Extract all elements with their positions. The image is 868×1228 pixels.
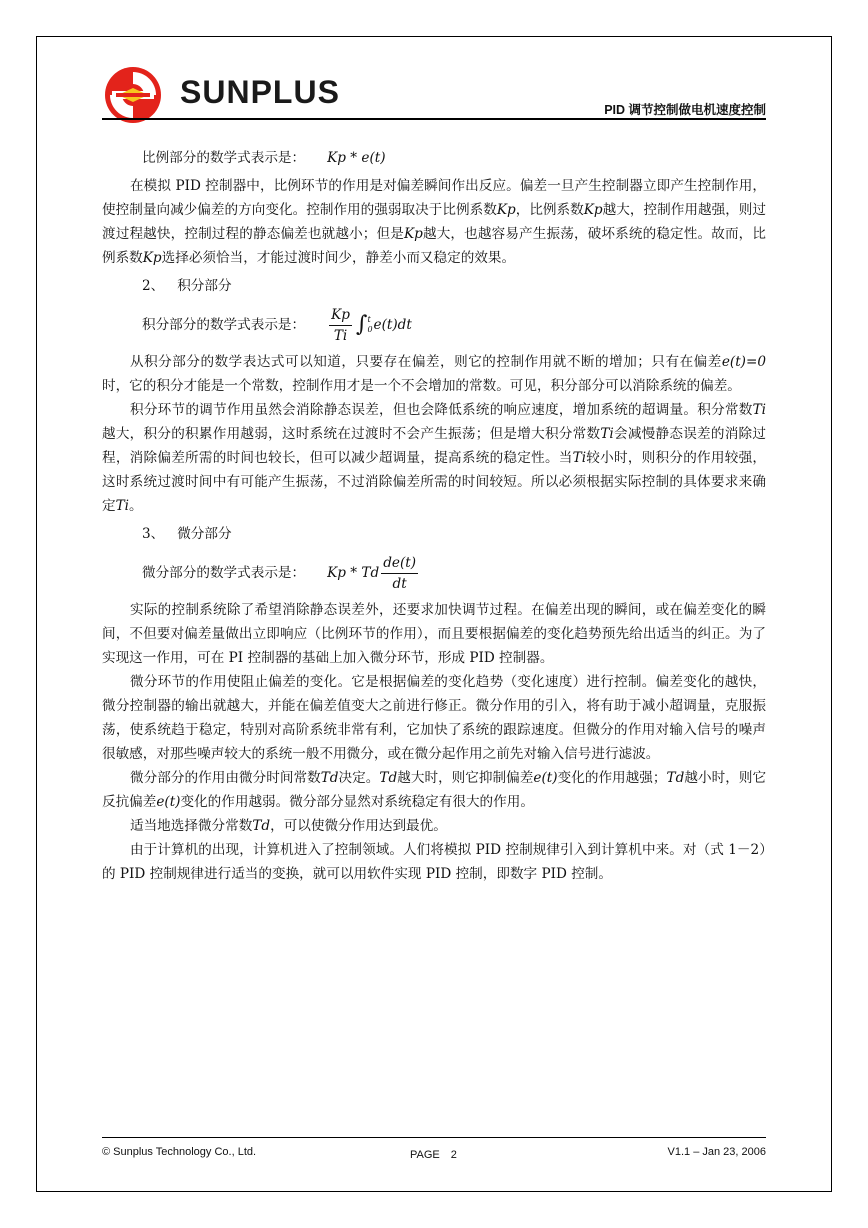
formula-label: 积分部分的数学式表示是： bbox=[142, 317, 306, 333]
formula-integral: 积分部分的数学式表示是： $\frac{Kp}{Ti}$ ∫ t 0 e(t)dt bbox=[142, 306, 412, 344]
paragraph-integral-1: 从积分部分的数学表达式可以知道，只要存在偏差，则它的控制作用就不断的增加；只有在偏差e(t)=0时，它的积分才能是一个常数，控制作用才是一个不会增加的常数。可见，积分部分可以消除系统的偏差。 bbox=[102, 354, 766, 394]
section-heading-integral: 2、 积分部分 bbox=[142, 278, 232, 294]
brand-name: SUNPLUS bbox=[180, 74, 340, 110]
paragraph-derivative-4: 适当地选择微分常数Td，可以使微分作用达到最优。 bbox=[130, 818, 447, 834]
paragraph-integral-2: 积分环节的调节作用虽然会消除静态误差，但也会降低系统的响应速度，增加系统的超调量。积分常数Ti越大，积分的积累作用越弱，这时系统在过渡时不会产生振荡；但是增大积分常数Ti会减慢静态误差的消除过程，消除偏差所需的时间也较长，但可以减少超调量，提高系统的稳定性。当Ti较小时，则积分的作用较强，这时系统过渡时间中有可能产生振荡，不过消除偏差所需的时间较短。所以必须根据实际控制的具体要求来确定Ti。 bbox=[102, 402, 767, 514]
footer-divider bbox=[102, 1137, 766, 1138]
paragraph-derivative-3: 微分部分的作用由微分时间常数Td决定。Td越大时，则它抑制偏差e(t)变化的作用越强；Td越小时，则它反抗偏差e(t)变化的作用越弱。微分部分显然对系统稳定有很大的作用。 bbox=[102, 770, 767, 810]
footer-company: © Sunplus Technology Co., Ltd. bbox=[102, 1146, 257, 1158]
document-body bbox=[102, 146, 766, 886]
paragraph-digital-pid: 由于计算机的出现，计算机进入了控制领域。人们将模拟 PID 控制规律引入到计算机中来。对（式 1－2）的 PID 控制规律进行适当的变换，就可以用软件实现 PID 控制，即数字 PID 控制。 bbox=[102, 842, 766, 882]
footer-page-number: PAGE 2 bbox=[410, 1149, 457, 1161]
fraction: $\frac{Kp}{Ti}$ bbox=[331, 306, 350, 344]
sunplus-logo-icon bbox=[104, 66, 162, 124]
paragraph-derivative-1: 实际的控制系统除了希望消除静态误差外，还要求加快调节过程。在偏差出现的瞬间，或在偏差变化的瞬间，不但要对偏差量做出立即响应（比例环节的作用），而且要根据偏差的变化趋势预先给出适当的纠正。为了实现这一作用，可在 PI 控制器的基础上加入微分环节，形成 PID 控制器。 bbox=[102, 602, 766, 666]
formula-label: 比例部分的数学式表示是： bbox=[142, 150, 306, 166]
formula-proportional bbox=[102, 146, 766, 170]
header-title: PID 调节控制做电机速度控制 bbox=[604, 103, 766, 117]
paragraph-proportional: 在模拟 PID 控制器中，比例环节的作用是对偏差瞬间作出反应。偏差一旦产生控制器立即产生控制作用，使控制量向减少偏差的方向变化。控制作用的强弱取决于比例系数Kp，比例系数Kp越大，控制作用越强，则过渡过程越快，控制过程的静态偏差也就越小；但是Kp越大，也越容易产生振荡，破坏系统的稳定性。故而，比例系数Kp选择必须恰当，才能过渡时间少，静差小而又稳定的效果。 bbox=[102, 178, 767, 266]
fraction: $\frac{de(t)}{dt}$ bbox=[383, 554, 417, 592]
formula-expression: Kp * e(t) bbox=[327, 150, 386, 166]
paragraph-derivative-2: 微分环节的作用使阻止偏差的变化。它是根据偏差的变化趋势（变化速度）进行控制。偏差变化的越快，微分控制器的输出就越大，并能在偏差值变大之前进行修正。微分作用的引入，将有助于减小超调量，克服振荡，使系统趋于稳定，特别对高阶系统非常有利，它加快了系统的跟踪速度。但微分的作用对输入信号的噪声很敏感，对那些噪声较大的系统一般不用微分，或在微分起作用之前先对输入信号进行滤波。 bbox=[102, 674, 766, 762]
section-heading-derivative: 3、 微分部分 bbox=[142, 526, 232, 542]
formula-derivative: 微分部分的数学式表示是： Kp * Td $\frac{de(t)}{dt}$ bbox=[142, 554, 417, 592]
footer-version: V1.1 – Jan 23, 2006 bbox=[667, 1146, 766, 1158]
integral-sign: ∫ t 0 bbox=[355, 312, 373, 337]
header-divider bbox=[102, 118, 766, 120]
formula-label: 微分部分的数学式表示是： bbox=[142, 565, 306, 581]
